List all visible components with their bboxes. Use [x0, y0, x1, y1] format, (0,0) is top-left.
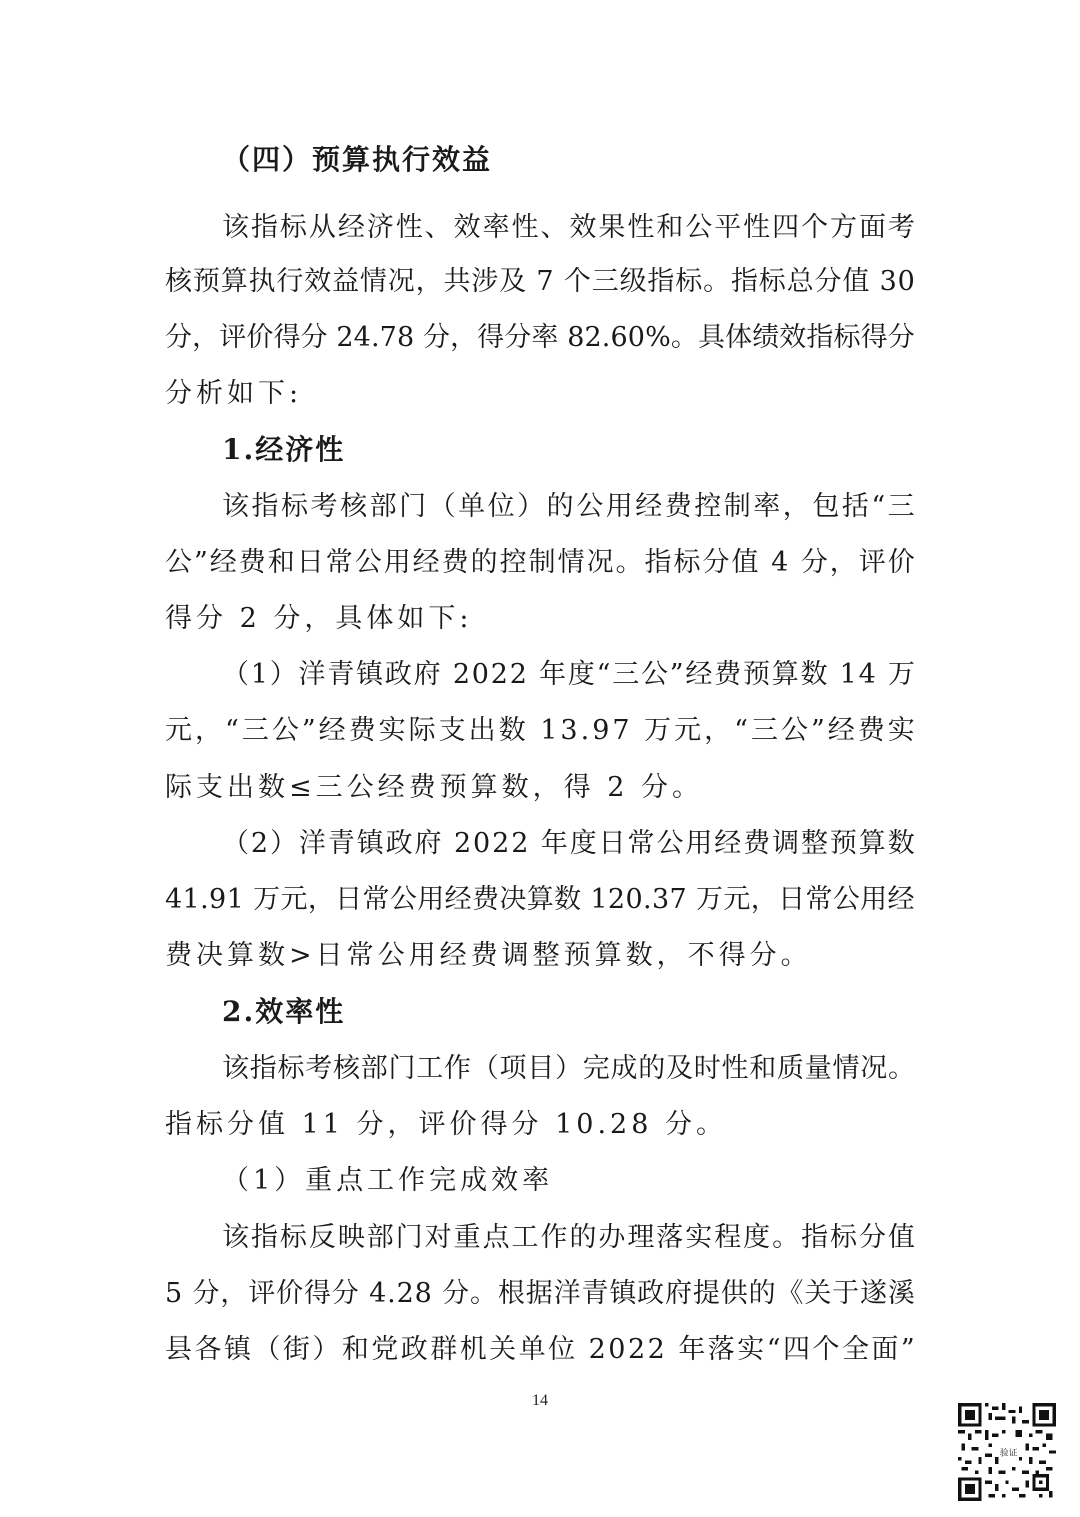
- text-line: 县 各 镇 （ 街 ） 和 党 政 群 机 关 单 位 2 0 2 2 年 落 实 “ 四 个 全 面 ”: [165, 1334, 915, 1365]
- paragraph-line: [165, 264, 915, 300]
- paragraph-line: [222, 210, 915, 246]
- text-line: （ 1 ） 洋 青 镇 政 府 2 0 2 2 年 度 “ 三 公 ” 经 费 预 算 数 1 4 万: [222, 659, 915, 690]
- text-line: 费决算数>日常公用经费调整预算数，不得分。: [165, 940, 812, 971]
- paragraph-line: [165, 882, 915, 918]
- text-line: （ 2 ） 洋 青 镇 政 府 2 0 2 2 年 度 日 常 公 用 经 费 调 整 预 算 数: [222, 828, 915, 859]
- paragraph-line: [165, 320, 915, 356]
- text-line: 核 预 算 执 行 效 益 情 况 ， 共 涉 及 7 个 三 级 指 标 。 指 标 总 分 值 3 0: [165, 266, 915, 297]
- text-line: 指标分值 11 分，评价得分 10.28 分。: [165, 1109, 727, 1140]
- text-line: 得分 2 分，具体如下:: [165, 603, 473, 634]
- qr-code-icon: [958, 1403, 1056, 1501]
- page-number: 14: [532, 1392, 548, 1409]
- text-line: 该 指 标 反 映 部 门 对 重 点 工 作 的 办 理 落 实 程 度 。 指 标 分 值: [222, 1222, 915, 1253]
- paragraph-line: [165, 1107, 915, 1143]
- text-line: 际支出数≤三公经费预算数，得 2 分。: [165, 772, 703, 803]
- paragraph-line: [222, 657, 915, 693]
- item-heading: （1）重点工作完成效率: [222, 1165, 554, 1196]
- section-heading: （四）预算执行效益: [222, 143, 493, 176]
- paragraph-line: [222, 1220, 915, 1256]
- text-line: 4 1 . 9 1 万 元 ， 日 常 公 用 经 费 决 算 数 1 2 0 . 3 7 万 元 ， 日 常 公 用 经: [165, 884, 915, 915]
- subsection-heading: 2.效率性: [222, 995, 346, 1028]
- text-line: 5 分 ， 评 价 得 分 4 . 2 8 分 。 根 据 洋 青 镇 政 府 提 供 的 《 关 于 遂 溪: [165, 1278, 915, 1309]
- paragraph-line: [165, 376, 915, 412]
- text-line: 该 指 标 考 核 部 门 工 作 （ 项 目 ） 完 成 的 及 时 性 和 质 量 情 况 。: [222, 1053, 915, 1084]
- text-line: 该 指 标 考 核 部 门 （ 单 位 ） 的 公 用 经 费 控 制 率 ， 包 括 “ 三: [222, 491, 915, 522]
- paragraph-line: [165, 1332, 915, 1368]
- subsection-heading: 1.经济性: [222, 433, 346, 466]
- paragraph-line: [222, 489, 915, 525]
- paragraph-line: [165, 1276, 915, 1312]
- text-line: 分析如下:: [165, 378, 303, 409]
- paragraph-line: [165, 770, 915, 806]
- qr-caption: 验证: [999, 1448, 1018, 1459]
- paragraph-line: [222, 1051, 915, 1087]
- paragraph-line: [165, 713, 915, 749]
- paragraph-line: [165, 545, 915, 581]
- text-line: 分 ， 评 价 得 分 2 4 . 7 8 分 ， 得 分 率 8 2 . 6 0 % 。 具 体 绩 效 指 标 得 分: [165, 322, 915, 353]
- paragraph-line: [165, 601, 915, 637]
- text-line: 公 ” 经 费 和 日 常 公 用 经 费 的 控 制 情 况 。 指 标 分 值 4 分 ， 评 价: [165, 547, 915, 578]
- text-line: 该 指 标 从 经 济 性 、 效 率 性 、 效 果 性 和 公 平 性 四 个 方 面 考: [222, 212, 915, 243]
- paragraph-line: [165, 938, 915, 974]
- text-line: 元 ， “ 三 公 ” 经 费 实 际 支 出 数 1 3 . 9 7 万 元 ， “ 三 公 ” 经 费 实: [165, 715, 915, 746]
- paragraph-line: [222, 826, 915, 862]
